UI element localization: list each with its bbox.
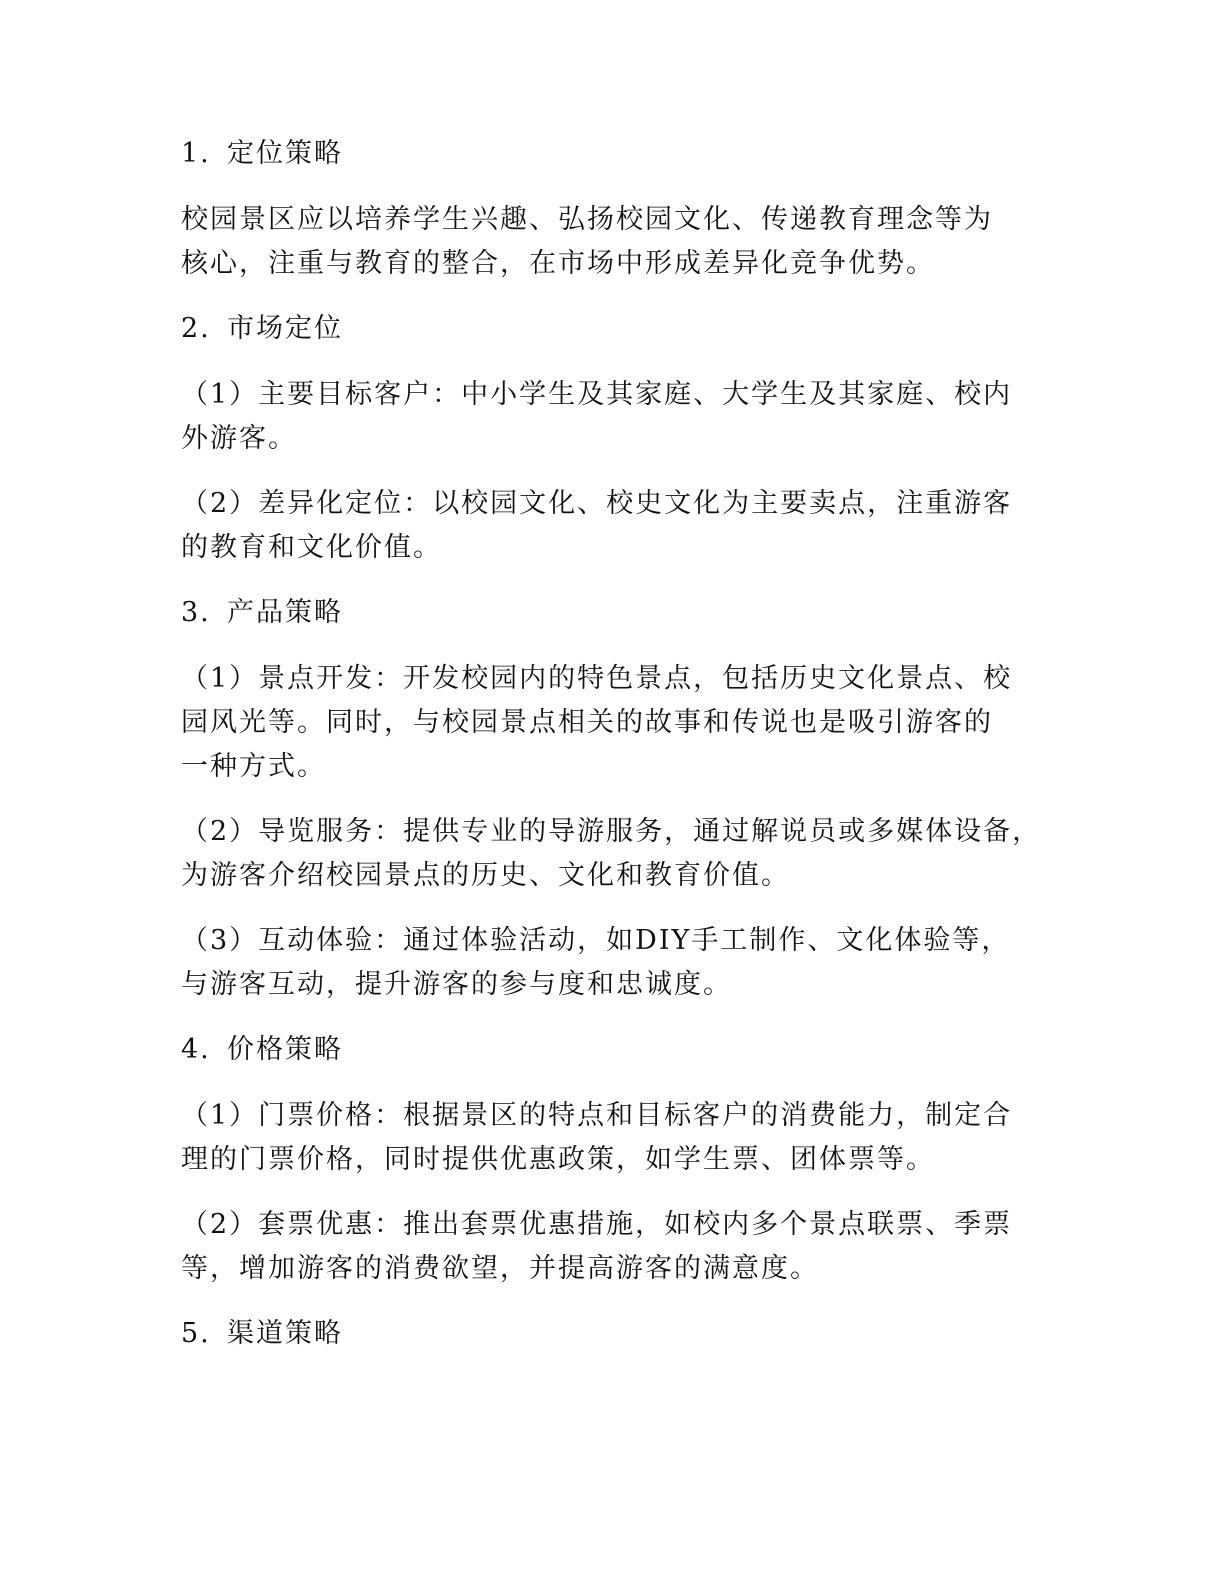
paragraph-line: （2）差异化定位：以校园文化、校史文化为主要卖点，注重游客 [181,488,1013,519]
document-page [181,132,1061,1378]
section-title: 产品策略 [227,597,343,628]
paragraph [181,1203,1061,1291]
section-heading [181,1312,1061,1356]
paragraph-line: 核心，注重与教育的整合，在市场中形成差异化竞争优势。 [181,248,935,279]
section-number: 4. [181,1034,211,1065]
paragraph [181,482,1061,570]
paragraph [181,198,1061,286]
section-number: 2. [181,313,211,344]
section-number: 1. [181,138,211,169]
paragraph-line: 的教育和文化价值。 [181,532,442,563]
paragraph-line: （3）互动体验：通过体验活动，如DIY手工制作、文化体验等， [181,925,1011,956]
section-heading [181,307,1061,351]
paragraph-line: （1）主要目标客户：中小学生及其家庭、大学生及其家庭、校内 [181,379,1013,410]
paragraph [181,919,1061,1007]
paragraph-line: 理的门票价格，同时提供优惠政策，如学生票、团体票等。 [181,1144,935,1175]
paragraph-line: 等，增加游客的消费欲望，并提高游客的满意度。 [181,1253,819,1284]
section-heading [181,1028,1061,1072]
paragraph-line: 校园景区应以培养学生兴趣、弘扬校园文化、传递教育理念等为 [181,204,993,235]
paragraph [181,810,1061,898]
paragraph-line: 为游客介绍校园景点的历史、文化和教育价值。 [181,860,790,891]
section-title: 市场定位 [227,313,343,344]
paragraph-line: 一种方式。 [181,751,326,782]
section-title: 渠道策略 [227,1318,343,1349]
paragraph-line: （2）导览服务：提供专业的导游服务，通过解说员或多媒体设备， [181,816,1042,847]
paragraph-line: 外游客。 [181,423,297,454]
paragraph [181,657,1061,789]
paragraph [181,1094,1061,1182]
paragraph-line: （2）套票优惠：推出套票优惠措施，如校内多个景点联票、季票 [181,1209,1013,1240]
paragraph-line: （1）门票价格：根据景区的特点和目标客户的消费能力，制定合 [181,1100,1013,1131]
section-title: 价格策略 [227,1034,343,1065]
section-heading [181,591,1061,635]
section-number: 5. [181,1318,211,1349]
paragraph [181,373,1061,461]
paragraph-line: 与游客互动，提升游客的参与度和忠诚度。 [181,969,732,1000]
section-heading [181,132,1061,176]
paragraph-line: 园风光等。同时，与校园景点相关的故事和传说也是吸引游客的 [181,707,993,738]
paragraph-line: （1）景点开发：开发校园内的特色景点，包括历史文化景点、校 [181,663,1013,694]
section-title: 定位策略 [227,138,343,169]
section-number: 3. [181,597,211,628]
